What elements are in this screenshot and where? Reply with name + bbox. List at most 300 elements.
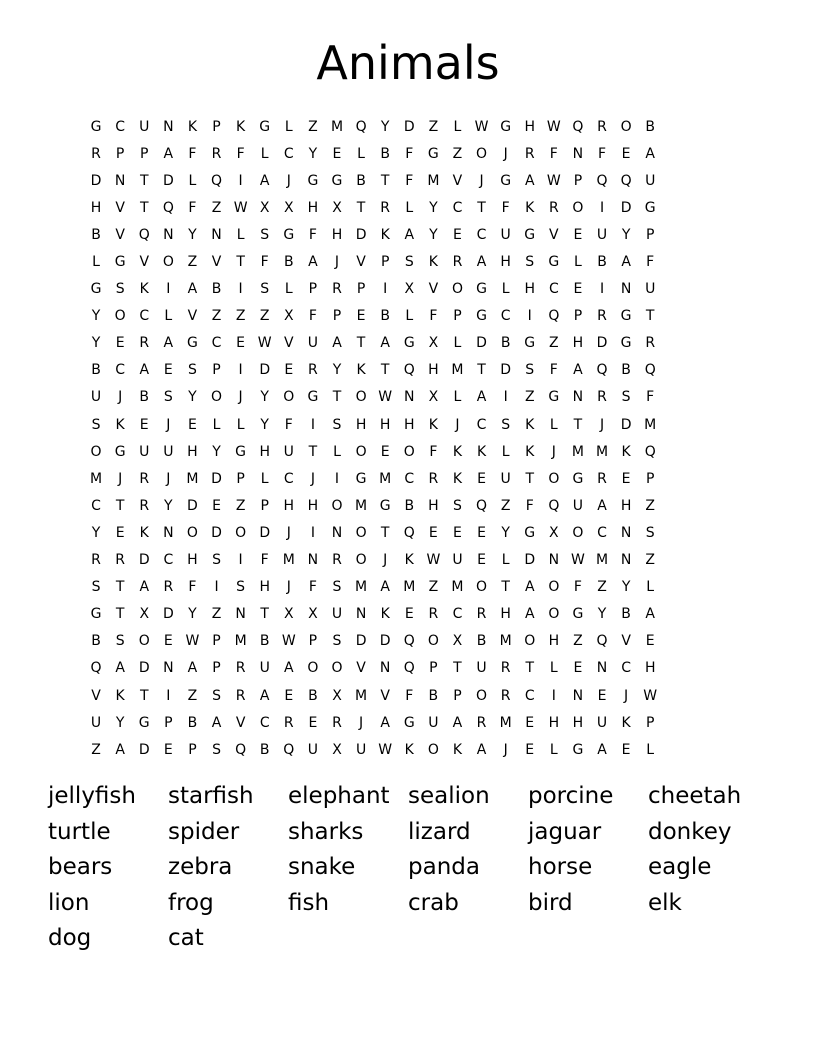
grid-letter: M <box>427 172 440 189</box>
grid-letter: F <box>405 687 414 704</box>
grid-letter: Y <box>621 226 631 243</box>
grid-letter: H <box>259 579 270 596</box>
grid-letter: S <box>91 579 101 596</box>
grid-letter: E <box>597 687 607 704</box>
grid-letter: G <box>283 226 295 243</box>
grid-letter: I <box>310 416 315 433</box>
grid-letter: P <box>308 281 318 298</box>
grid-letter: G <box>259 118 271 135</box>
grid-letter: V <box>91 687 101 704</box>
grid-letter: L <box>574 254 582 271</box>
grid-letter: T <box>356 335 366 352</box>
grid-letter: G <box>572 606 584 623</box>
grid-letter: J <box>479 172 484 189</box>
grid-letter: S <box>115 633 125 650</box>
grid-letter: F <box>188 199 197 216</box>
grid-letter: R <box>91 552 101 569</box>
grid-letter: B <box>500 335 511 352</box>
grid-letter: H <box>524 281 535 298</box>
grid-letter: C <box>115 362 126 379</box>
grid-letter: L <box>284 118 293 135</box>
grid-letter: W <box>643 687 658 704</box>
grid-letter: M <box>355 687 368 704</box>
grid-letter: C <box>621 660 631 677</box>
grid-letter: K <box>525 443 535 460</box>
grid-letter: F <box>646 254 655 271</box>
grid-letter: E <box>525 714 535 731</box>
grid-letter: U <box>355 741 367 758</box>
grid-row <box>84 547 662 574</box>
grid-letter: A <box>259 172 270 189</box>
grid-letter: S <box>525 362 535 379</box>
grid-letter: V <box>621 633 631 650</box>
grid-letter: K <box>380 226 390 243</box>
grid-letter: P <box>140 145 149 162</box>
grid-letter: E <box>332 145 342 162</box>
grid-letter: K <box>115 687 125 704</box>
grid-letter: P <box>212 633 221 650</box>
grid-letter: F <box>188 579 197 596</box>
grid-letter: K <box>428 254 438 271</box>
grid-row <box>84 384 662 411</box>
grid-letter: O <box>186 524 198 541</box>
grid-letter: G <box>524 335 536 352</box>
grid-letter: K <box>356 362 366 379</box>
grid-letter: Y <box>212 443 221 460</box>
grid-letter: E <box>621 741 631 758</box>
grid-letter: A <box>332 335 342 352</box>
grid-letter: C <box>163 552 174 569</box>
grid-letter: F <box>549 145 558 162</box>
grid-letter: O <box>548 606 560 623</box>
grid-letter: K <box>452 470 463 487</box>
grid-letter: P <box>115 145 125 162</box>
grid-letter: A <box>476 389 487 406</box>
grid-letter: L <box>260 145 269 162</box>
grid-letter: O <box>355 524 367 541</box>
grid-letter: B <box>259 633 270 650</box>
grid-letter: I <box>503 389 508 406</box>
grid-letter: E <box>163 741 173 758</box>
grid-letter: U <box>645 172 656 189</box>
word-list-item: cheetah <box>648 783 742 809</box>
page-title: Animals <box>316 36 500 90</box>
grid-letter: O <box>476 145 488 162</box>
grid-letter: G <box>114 443 126 460</box>
grid-letter: Y <box>429 226 438 243</box>
grid-letter: R <box>597 308 607 325</box>
grid-letter: G <box>548 254 560 271</box>
grid-letter: M <box>451 579 464 596</box>
grid-letter: S <box>525 254 535 271</box>
grid-letter: W <box>257 335 272 352</box>
grid-letter: A <box>211 714 222 731</box>
grid-letter: L <box>453 389 462 406</box>
grid-letter: S <box>404 254 414 271</box>
grid-letter: U <box>90 389 102 406</box>
grid-row <box>84 628 662 655</box>
grid-letter: Y <box>91 335 101 352</box>
grid-letter: I <box>166 281 171 298</box>
grid-letter: V <box>380 687 390 704</box>
grid-letter: H <box>620 497 632 514</box>
grid-row <box>84 682 662 709</box>
grid-letter: J <box>238 389 243 406</box>
grid-letter: E <box>139 416 149 433</box>
grid-letter: F <box>573 579 582 596</box>
grid-letter: T <box>115 497 125 514</box>
grid-letter: C <box>524 687 535 704</box>
grid-letter: J <box>310 470 315 487</box>
grid-letter: T <box>525 470 535 487</box>
grid-letter: J <box>503 741 508 758</box>
grid-letter: D <box>138 660 150 677</box>
grid-letter: Q <box>548 308 560 325</box>
grid-row <box>84 276 662 303</box>
grid-letter: H <box>355 416 367 433</box>
grid-letter: J <box>286 579 291 596</box>
grid-letter: A <box>115 741 125 758</box>
grid-letter: Z <box>549 335 559 352</box>
grid-letter: Q <box>138 226 150 243</box>
grid-letter: B <box>91 226 101 243</box>
grid-letter: Z <box>211 199 222 216</box>
grid-letter: G <box>379 497 391 514</box>
grid-letter: U <box>139 118 150 135</box>
grid-letter: L <box>260 470 269 487</box>
grid-letter: E <box>380 443 390 460</box>
grid-letter: K <box>452 741 463 758</box>
grid-letter: D <box>138 552 150 569</box>
grid-letter: M <box>379 470 392 487</box>
grid-letter: H <box>644 660 656 677</box>
grid-letter: D <box>500 362 512 379</box>
grid-letter: P <box>453 687 462 704</box>
grid-letter: A <box>476 254 487 271</box>
grid-letter: N <box>355 606 367 623</box>
grid-letter: A <box>597 741 607 758</box>
grid-letter: Z <box>452 145 463 162</box>
word-list-item: sharks <box>288 818 364 845</box>
grid-letter: A <box>476 741 487 758</box>
grid-letter: A <box>404 226 415 243</box>
grid-letter: M <box>451 362 464 379</box>
grid-letter: D <box>90 172 102 189</box>
grid-letter: B <box>428 687 439 704</box>
grid-letter: M <box>355 579 368 596</box>
grid-letter: M <box>499 714 512 731</box>
grid-letter: W <box>281 633 296 650</box>
grid-letter: S <box>212 741 221 758</box>
grid-letter: K <box>621 443 631 460</box>
grid-letter: T <box>525 660 535 677</box>
grid-letter: V <box>428 281 439 298</box>
grid-row <box>84 411 662 438</box>
grid-row <box>84 140 662 167</box>
grid-letter: V <box>139 254 150 271</box>
grid-letter: H <box>404 416 415 433</box>
grid-letter: Q <box>403 660 415 677</box>
grid-letter: R <box>428 470 439 487</box>
grid-letter: V <box>115 226 125 243</box>
grid-letter: A <box>308 254 318 271</box>
grid-row <box>84 601 662 628</box>
grid-letter: R <box>115 552 125 569</box>
grid-letter: N <box>331 524 343 541</box>
grid-letter: P <box>645 470 655 487</box>
grid-letter: H <box>307 199 319 216</box>
grid-letter: Q <box>596 362 608 379</box>
grid-letter: T <box>380 362 390 379</box>
grid-letter: B <box>597 254 607 271</box>
grid-letter: F <box>308 226 317 243</box>
grid-letter: J <box>359 714 364 731</box>
grid-letter: Y <box>621 579 631 596</box>
grid-letter: S <box>332 579 342 596</box>
grid-letter: Y <box>188 389 197 406</box>
grid-letter: F <box>284 416 293 433</box>
letter-grid <box>84 113 662 763</box>
grid-letter: H <box>283 497 295 514</box>
grid-letter: N <box>620 552 632 569</box>
grid-letter: M <box>90 470 103 487</box>
grid-letter: X <box>284 199 294 216</box>
grid-letter: M <box>282 552 295 569</box>
grid-letter: A <box>621 254 631 271</box>
grid-letter: J <box>503 145 508 162</box>
grid-letter: E <box>477 524 486 541</box>
grid-letter: H <box>572 335 584 352</box>
grid-letter: Q <box>596 172 608 189</box>
grid-letter: G <box>524 226 536 243</box>
grid-letter: K <box>476 443 487 460</box>
grid-letter: N <box>235 606 246 623</box>
grid-letter: F <box>308 579 317 596</box>
grid-letter: R <box>283 714 294 731</box>
grid-letter: O <box>572 199 584 216</box>
grid-letter: A <box>524 606 535 623</box>
grid-letter: D <box>403 118 415 135</box>
grid-letter: O <box>90 443 102 460</box>
grid-letter: F <box>549 362 558 379</box>
grid-letter: Y <box>308 145 318 162</box>
grid-letter: D <box>596 335 608 352</box>
grid-letter: A <box>380 579 390 596</box>
grid-letter: U <box>163 443 174 460</box>
grid-letter: B <box>259 741 270 758</box>
grid-letter: T <box>115 579 125 596</box>
grid-letter: U <box>596 226 608 243</box>
grid-row <box>84 330 662 357</box>
grid-letter: T <box>260 606 269 623</box>
grid-letter: Q <box>283 741 295 758</box>
grid-letter: T <box>453 660 462 677</box>
grid-letter: A <box>452 714 463 731</box>
grid-letter: U <box>500 226 511 243</box>
grid-letter: W <box>185 633 200 650</box>
grid-letter: X <box>332 199 342 216</box>
grid-letter: O <box>451 281 463 298</box>
grid-letter: P <box>645 714 655 731</box>
grid-letter: A <box>187 660 198 677</box>
grid-letter: P <box>573 308 583 325</box>
grid-letter: N <box>163 226 174 243</box>
grid-letter: C <box>115 118 126 135</box>
grid-letter: W <box>571 552 585 569</box>
grid-letter: R <box>524 145 535 162</box>
grid-letter: N <box>548 552 560 569</box>
grid-letter: A <box>524 172 535 189</box>
grid-letter: J <box>118 470 123 487</box>
grid-letter: B <box>621 606 631 623</box>
grid-letter: R <box>380 199 391 216</box>
grid-letter: Q <box>355 118 367 135</box>
grid-letter: Z <box>235 308 246 325</box>
grid-letter: Z <box>187 254 198 271</box>
grid-letter: Q <box>403 362 415 379</box>
grid-letter: A <box>139 362 150 379</box>
grid-letter: P <box>645 226 655 243</box>
grid-letter: O <box>355 552 367 569</box>
grid-letter: J <box>334 254 340 271</box>
grid-letter: Q <box>90 660 102 677</box>
grid-letter: O <box>548 579 560 596</box>
grid-letter: H <box>428 362 439 379</box>
grid-letter: L <box>236 226 245 243</box>
grid-letter: L <box>333 443 341 460</box>
grid-row <box>84 167 662 194</box>
grid-letter: A <box>380 335 390 352</box>
grid-letter: G <box>620 308 632 325</box>
grid-letter: B <box>476 633 487 650</box>
grid-letter: G <box>90 118 102 135</box>
grid-letter: O <box>548 470 560 487</box>
grid-letter: Y <box>260 416 269 433</box>
grid-letter: R <box>139 497 150 514</box>
grid-letter: C <box>476 226 487 243</box>
grid-letter: X <box>428 335 439 352</box>
grid-letter: E <box>621 145 631 162</box>
grid-letter: S <box>621 389 631 406</box>
grid-letter: G <box>524 524 536 541</box>
grid-letter: V <box>356 660 366 677</box>
word-list-item: fish <box>288 889 330 916</box>
grid-letter: N <box>572 145 584 162</box>
grid-letter: O <box>427 633 439 650</box>
grid-letter: X <box>452 633 463 650</box>
grid-letter: X <box>139 606 150 623</box>
grid-letter: D <box>524 552 536 569</box>
grid-row <box>84 438 662 465</box>
grid-letter: R <box>211 145 222 162</box>
grid-letter: M <box>330 118 344 135</box>
grid-letter: A <box>597 497 607 514</box>
grid-letter: R <box>597 389 607 406</box>
word-list-item: sealion <box>408 783 490 809</box>
grid-letter: I <box>383 281 388 298</box>
grid-letter: Q <box>235 741 247 758</box>
grid-letter: U <box>476 660 487 677</box>
grid-letter: F <box>429 308 438 325</box>
grid-letter: K <box>187 118 198 135</box>
grid-letter: J <box>166 416 171 433</box>
grid-letter: V <box>235 714 246 731</box>
grid-letter: O <box>331 660 343 677</box>
grid-letter: O <box>524 633 536 650</box>
grid-letter: Z <box>597 579 607 596</box>
grid-letter: U <box>645 281 656 298</box>
grid-letter: G <box>355 470 367 487</box>
grid-letter: Q <box>403 633 415 650</box>
grid-letter: S <box>501 416 511 433</box>
grid-letter: U <box>90 714 102 731</box>
grid-letter: O <box>331 497 343 514</box>
grid-row <box>84 709 662 736</box>
grid-letter: E <box>163 362 173 379</box>
grid-letter: F <box>236 145 245 162</box>
grid-letter: N <box>211 226 222 243</box>
grid-letter: G <box>403 714 415 731</box>
grid-letter: Z <box>524 389 535 406</box>
grid-letter: K <box>452 443 463 460</box>
grid-letter: Q <box>403 524 415 541</box>
grid-letter: D <box>211 470 222 487</box>
grid-letter: R <box>139 335 150 352</box>
grid-letter: O <box>427 741 439 758</box>
grid-letter: P <box>332 308 342 325</box>
grid-letter: T <box>380 172 390 189</box>
grid-letter: E <box>284 362 294 379</box>
grid-letter: C <box>259 714 270 731</box>
grid-letter: T <box>645 308 655 325</box>
grid-letter: S <box>260 226 270 243</box>
grid-letter: D <box>187 497 198 514</box>
grid-letter: I <box>238 552 243 569</box>
grid-letter: F <box>188 145 197 162</box>
grid-letter: G <box>572 470 584 487</box>
grid-letter: M <box>499 633 512 650</box>
grid-letter: X <box>308 606 318 623</box>
grid-letter: O <box>235 524 247 541</box>
grid-letter: E <box>573 281 583 298</box>
grid-letter: N <box>572 389 584 406</box>
grid-letter: A <box>284 660 294 677</box>
grid-letter: M <box>644 416 657 433</box>
grid-letter: G <box>235 443 247 460</box>
grid-letter: U <box>500 470 511 487</box>
grid-letter: R <box>476 606 487 623</box>
grid-letter: D <box>355 226 367 243</box>
grid-letter: S <box>453 497 462 514</box>
grid-letter: H <box>259 443 270 460</box>
word-list-item: lion <box>48 889 90 916</box>
grid-letter: C <box>283 470 294 487</box>
grid-letter: S <box>115 281 125 298</box>
grid-letter: P <box>212 362 221 379</box>
grid-letter: R <box>645 335 656 352</box>
grid-letter: W <box>378 389 393 406</box>
grid-letter: O <box>162 254 174 271</box>
word-list-item: eagle <box>648 854 712 881</box>
grid-letter: E <box>356 308 366 325</box>
grid-letter: Q <box>476 497 488 514</box>
grid-letter: P <box>380 254 390 271</box>
grid-letter: K <box>525 199 535 216</box>
grid-letter: B <box>283 254 294 271</box>
grid-letter: N <box>114 172 126 189</box>
grid-letter: J <box>599 416 605 433</box>
grid-letter: T <box>477 199 486 216</box>
